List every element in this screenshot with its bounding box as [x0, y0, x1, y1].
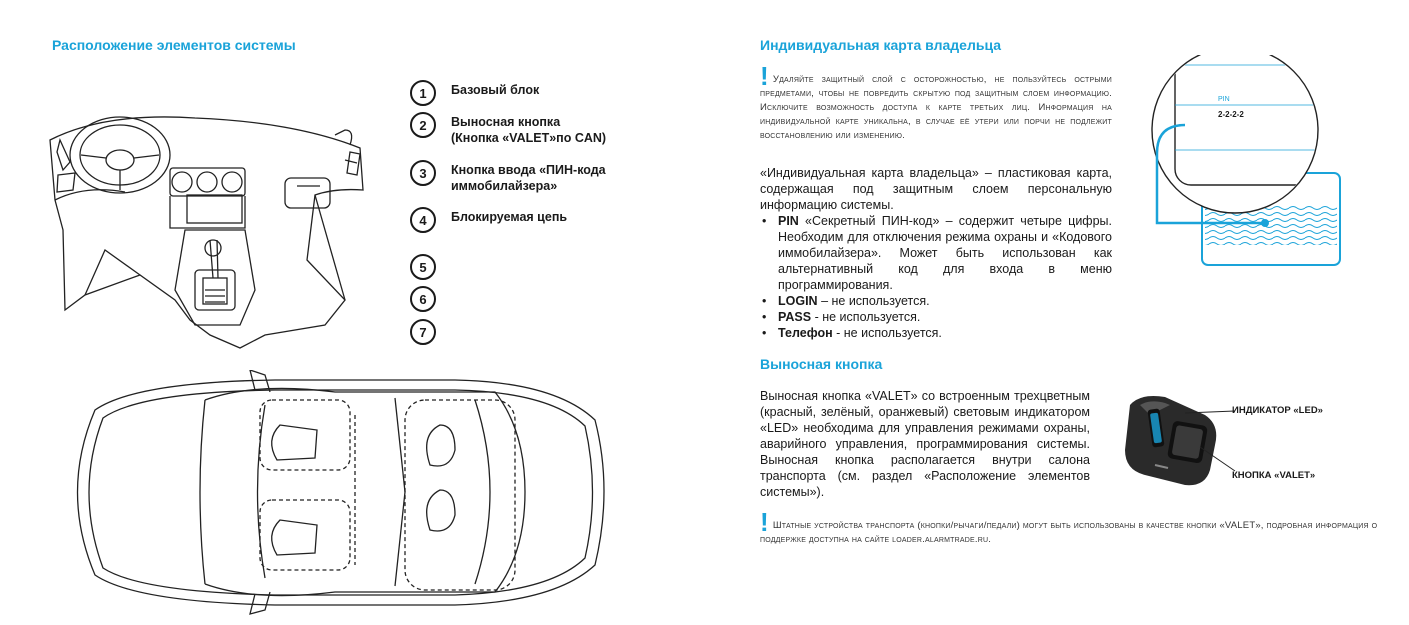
bullet-text: - не используется.	[832, 326, 942, 340]
list-item	[760, 213, 1112, 293]
car-top-view-illustration	[55, 370, 615, 615]
bullet-text: - не используется.	[811, 310, 921, 324]
bullet-text: – не используется.	[817, 294, 930, 308]
footnote-text: Штатные устройства транспорта (кнопки/рычаги/педали) могут быть использованы в качестве кнопки «VALET», подробная информация о поддержке доступна на сайте loader.alarmtrade.ru.	[760, 520, 1378, 545]
valet-button-callout: КНОПКА «VALET»	[1232, 470, 1316, 481]
callout-lines	[1180, 405, 1240, 475]
legend-number: 1	[410, 80, 436, 106]
list-item	[760, 309, 1112, 325]
bullet-term: Телефон	[778, 326, 833, 340]
button-description: Выносная кнопка «VALET» со встроенным трехцветным (красный, зелёный, оранжевый) световым индикатором «LED» необходима для управления режимами охраны, аварийного управления, программирования системы. Выносная кнопка располагается внутри салона транспорта (см. раздел «Расположение элементов системы»).	[760, 389, 1090, 499]
bullet-text: «Секретный ПИН-код» – содержит четыре цифры. Необходим для отключения режима охраны и «Кодового иммобилайзера». Может быть использован как альтернативный код для входа в меню программирования.	[778, 214, 1112, 292]
section-title-layout: Расположение элементов системы	[52, 37, 296, 53]
legend-number: 7	[410, 319, 436, 345]
legend-number: 5	[410, 254, 436, 280]
legend-number: 4	[410, 207, 436, 233]
card-intro: «Индивидуальная карта владельца» – пластиковая карта, содержащая под защитным слоем персональную информацию системы.	[760, 166, 1112, 212]
legend-label: Блокируемая цепь	[451, 210, 568, 224]
card-warning-text: Удаляйте защитный слой с осторожностью, не пользуйтесь острыми предметами, чтобы не повредить скрытую под защитным слоем информацию. Исключите возможность доступа к карте третьих лиц. Информация на индивидуальной карте уникальна, в случае её утери или порчи не подлежит восстановлению или изменению.	[760, 74, 1112, 141]
legend-item-2	[410, 112, 606, 146]
bullet-term: LOGIN	[778, 294, 818, 308]
legend-item-6	[410, 286, 436, 312]
owner-card-illustration	[1145, 55, 1345, 270]
legend-number: 6	[410, 286, 436, 312]
exclamation-icon: !	[760, 61, 769, 91]
exclamation-icon: !	[760, 507, 769, 537]
legend-item-5	[410, 254, 436, 280]
list-item	[760, 293, 1112, 309]
legend-number: 3	[410, 160, 436, 186]
section-title-card: Индивидуальная карта владельца	[760, 37, 1002, 53]
dashboard-illustration	[45, 100, 365, 350]
footnote	[760, 507, 1380, 547]
card-fields-list	[760, 213, 1112, 341]
legend-item-4	[410, 207, 567, 233]
legend-item-3	[410, 160, 606, 194]
led-indicator-callout: ИНДИКАТОР «LED»	[1232, 405, 1323, 416]
card-warning	[760, 61, 1112, 143]
list-item	[760, 325, 1112, 341]
card-pin-label: PIN	[1218, 96, 1230, 103]
legend-label: Выносная кнопка (Кнопка «VALET»по CAN)	[451, 115, 607, 145]
section-title-button: Выносная кнопка	[760, 356, 883, 372]
legend-item-7	[410, 319, 436, 345]
bullet-term: PASS	[778, 310, 812, 324]
legend-item-1	[410, 80, 539, 106]
legend-number: 2	[410, 112, 436, 138]
legend-label: Базовый блок	[451, 83, 540, 97]
bullet-term: PIN	[778, 214, 799, 228]
card-pin-value: 2-2-2-2	[1218, 110, 1244, 119]
legend-label: Кнопка ввода «ПИН-кода иммобилайзера»	[451, 163, 606, 193]
